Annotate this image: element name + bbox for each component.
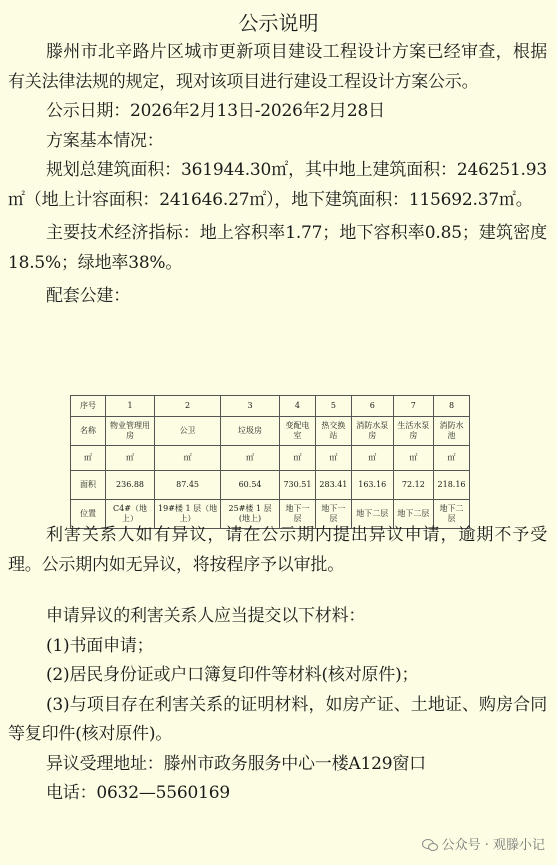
- table-cell: 1: [106, 396, 155, 417]
- table-cell: ㎡: [434, 446, 470, 471]
- table-cell: 25#楼 1 层(地上): [221, 500, 280, 529]
- table-cell: C4#（地上）: [106, 500, 155, 529]
- watermark-text: 公众号 · 观滕小记: [441, 838, 545, 853]
- table-row: [71, 417, 470, 446]
- row-label: 面积: [71, 471, 106, 500]
- table-cell: 公卫: [155, 417, 221, 446]
- table-cell: 地下一层: [315, 500, 351, 529]
- table-row: [71, 471, 470, 500]
- table-cell: 地下二层: [393, 500, 433, 529]
- facilities-heading: 配套公建：: [46, 286, 130, 306]
- table-cell: 地下一层: [280, 500, 316, 529]
- row-label: 序号: [71, 396, 106, 417]
- table-cell: 热交换站: [315, 417, 351, 446]
- basic-heading: 方案基本情况：: [46, 130, 164, 151]
- table-cell: 消防水泵房: [351, 417, 393, 446]
- material-item-2: (2)居民身份证或户口簿复印件等材料(核对原件)；: [46, 665, 419, 685]
- materials-heading: 申请异议的利害关系人应当提交以下材料：: [46, 606, 366, 626]
- table-cell: 8: [434, 396, 470, 417]
- table-cell: 地下二层: [351, 500, 393, 529]
- table-cell: ㎡: [315, 446, 351, 471]
- watermark: [422, 834, 545, 853]
- table-cell: 3: [221, 396, 280, 417]
- table-cell: 垃圾房: [221, 417, 280, 446]
- table-cell: 4: [280, 396, 316, 417]
- table-cell: 2: [155, 396, 221, 417]
- page-title: 公示说明: [238, 11, 319, 35]
- table-cell: 生活水泵房: [393, 417, 433, 446]
- table-cell: ㎡: [351, 446, 393, 471]
- table-cell: 218.16: [434, 471, 470, 500]
- material-item-3: (3)与项目存在利害关系的证明材料，如房产证、土地证、购房合同等复印件(核对原件)。: [8, 694, 547, 744]
- table-row: [71, 396, 470, 417]
- row-label: 名称: [71, 417, 106, 446]
- table-cell: 730.51: [280, 471, 316, 500]
- table-cell: 7: [393, 396, 433, 417]
- table-cell: 物业管理用房: [106, 417, 155, 446]
- table-cell: 19#楼 1 层（地上）: [155, 500, 221, 529]
- phone-line: 电话：0632—5560169: [46, 783, 230, 803]
- table-cell: ㎡: [280, 446, 316, 471]
- table-cell: 72.12: [393, 471, 433, 500]
- row-label: ㎡: [71, 446, 106, 471]
- facilities-table: [70, 395, 470, 529]
- table-cell: 236.88: [106, 471, 155, 500]
- table-cell: ㎡: [106, 446, 155, 471]
- address-line: 异议受理地址：滕州市政务服务中心一楼A129窗口: [46, 753, 426, 774]
- table-cell: 消防水池: [434, 417, 470, 446]
- table-row: [71, 446, 470, 471]
- table-cell: ㎡: [393, 446, 433, 471]
- area-paragraph: 规划总建筑面积：361944.30㎡，其中地上建筑面积：246251.93㎡（地上计容面积：241646.27㎡），地下建筑面积：115692.37㎡。: [8, 160, 547, 210]
- table-cell: 163.16: [351, 471, 393, 500]
- table-cell: 60.54: [221, 471, 280, 500]
- table-cell: ㎡: [221, 446, 280, 471]
- intro-paragraph: 滕州市北辛路片区城市更新项目建设工程设计方案已经审查，根据有关法律法规的规定，现对该项目进行建设工程设计方案公示。: [8, 42, 547, 92]
- spacer: [0, 580, 557, 602]
- lower-section: [0, 517, 557, 809]
- material-item-1: (1)书面申请；: [46, 635, 154, 656]
- chat-bubble-icon: [422, 838, 438, 850]
- objection-notice: 利害关系人如有异议，请在公示期内提出异议申请，逾期不予受理。公示期内如无异议，将按程序予以审批。: [8, 525, 547, 575]
- table-cell: 283.41: [315, 471, 351, 500]
- table-cell: 6: [351, 396, 393, 417]
- indicators-paragraph: 主要技术经济指标：地上容积率1.77；地下容积率0.85；建筑密度18.5%；绿地率38%。: [8, 223, 547, 273]
- table-cell: ㎡: [155, 446, 221, 471]
- table-cell: 地下二层: [434, 500, 470, 529]
- table-cell: 5: [315, 396, 351, 417]
- table-cell: 87.45: [155, 471, 221, 500]
- table-cell: 变配电室: [280, 417, 316, 446]
- date-line: 公示日期：2026年2月13日-2026年2月28日: [46, 101, 385, 121]
- row-label: 位置: [71, 500, 106, 529]
